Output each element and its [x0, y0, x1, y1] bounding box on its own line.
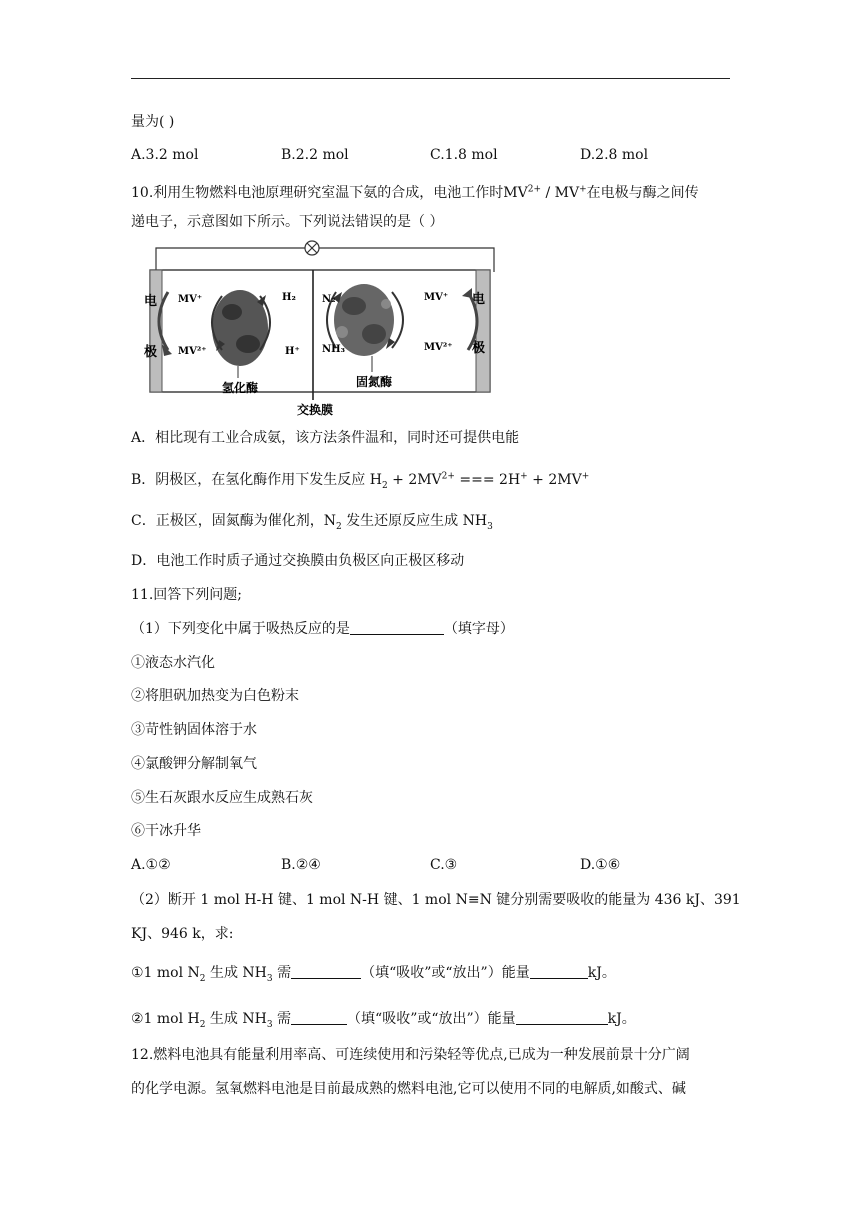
q11-option-a: A.①②: [131, 857, 171, 873]
q11-part1-blank[interactable]: [350, 620, 444, 635]
h2-label: H₂: [282, 292, 296, 303]
nh3-label: NH₃: [322, 344, 345, 355]
q9-option-a: A.3.2 mol: [131, 147, 199, 163]
q9-option-c: C.1.8 mol: [430, 147, 498, 163]
q10-option-d: D．电池工作时质子通过交换膜由负极区向正极区移动: [131, 553, 465, 569]
q11-title: 11.回答下列问题;: [131, 587, 242, 603]
q11-item-4: ④氯酸钾分解制氧气: [131, 756, 257, 772]
left-electrode-label-2: 极: [144, 345, 158, 360]
q10-option-b: B．阴极区，在氢化酶作用下发生反应 $H_2 + 2MV^{2+}$ === 2H+ + 2MV+: [131, 471, 590, 491]
q11-part1: （1）下列变化中属于吸热反应的是 （填字母）: [131, 621, 514, 637]
q11-item-2: ②将胆矾加热变为白色粉末: [131, 688, 299, 704]
header-rule: [131, 78, 730, 79]
hydrogenase-label: 氢化酶: [222, 381, 259, 395]
q11-question-b: ②1 mol $H_2$ 生成 $NH_3$ 需 （填“吸收”或“放出”）能量 kJ。: [131, 1011, 636, 1030]
q11-item-3: ③苛性钠固体溶于水: [131, 722, 257, 738]
q11-item-5: ⑤生石灰跟水反应生成熟石灰: [131, 790, 313, 806]
q12-line1: 12.燃料电池具有能量利用率高、可连续使用和污染轻等优点,已成为一种发展前景十分广阔: [131, 1047, 690, 1063]
q10-option-a: A．相比现有工业合成氨，该方法条件温和，同时还可提供电能: [131, 430, 520, 446]
left-mv-2plus: MV²⁺: [178, 346, 207, 357]
q10-stem-line2: 递电子，示意图如下所示。下列说法错误的是（ ）: [131, 214, 444, 230]
q11-b-blank-2[interactable]: [516, 1010, 608, 1025]
right-electrode-label-1: 电: [472, 292, 486, 307]
q11-option-d: D.①⑥: [580, 857, 621, 873]
n2-label: N₂: [322, 294, 336, 305]
q11-option-b: B.②④: [281, 857, 321, 873]
q10-stem-line1: 10.利用生物燃料电池原理研究室温下氨的合成，电池工作时$MV^{2+} / MV^+$在电极与酶之间传: [131, 184, 699, 201]
q11-part2-line2: KJ、946 k，求:: [131, 926, 234, 942]
left-mv-plus: MV⁺: [178, 294, 203, 305]
nitrogenase-label: 固氮酶: [356, 375, 393, 389]
q9-stem-tail: 量为( ): [131, 114, 175, 130]
right-electrode-label-2: 极: [472, 341, 486, 356]
q9-option-b: B.2.2 mol: [281, 147, 349, 163]
q11-a-blank-1[interactable]: [291, 964, 361, 979]
q11-item-6: ⑥干冰升华: [131, 823, 201, 839]
q11-part2-line1: （2）断开 1 mol H-H 键、1 mol N-H 键、1 mol N≡N 键分别需要吸收的能量为 436 kJ、391: [131, 892, 741, 908]
hplus-label: H⁺: [285, 346, 300, 357]
q12-line2: 的化学电源。氢氧燃料电池是目前最成熟的燃料电池,它可以使用不同的电解质,如酸式、碱: [131, 1081, 686, 1097]
right-mv-2plus: MV²⁺: [424, 342, 453, 353]
q10-option-c: C．正极区，固氮酶为催化剂，$N_2$ 发生还原反应生成 $NH_3$: [131, 513, 493, 532]
q9-option-d: D.2.8 mol: [580, 147, 649, 163]
membrane-label: 交换膜: [297, 403, 334, 417]
right-mv-plus: MV⁺: [424, 292, 449, 303]
q11-question-a: ①1 mol $N_2$ 生成 $NH_3$ 需 （填“吸收”或“放出”）能量 kJ。: [131, 965, 616, 984]
q11-b-blank-1[interactable]: [291, 1010, 347, 1025]
right-electrode: [476, 270, 490, 392]
q11-item-1: ①液态水汽化: [131, 655, 215, 671]
left-electrode-label-1: 电: [144, 294, 158, 309]
q11-option-c: C.③: [430, 857, 458, 873]
q11-a-blank-2[interactable]: [530, 964, 588, 979]
fuel-cell-diagram: [142, 240, 496, 418]
